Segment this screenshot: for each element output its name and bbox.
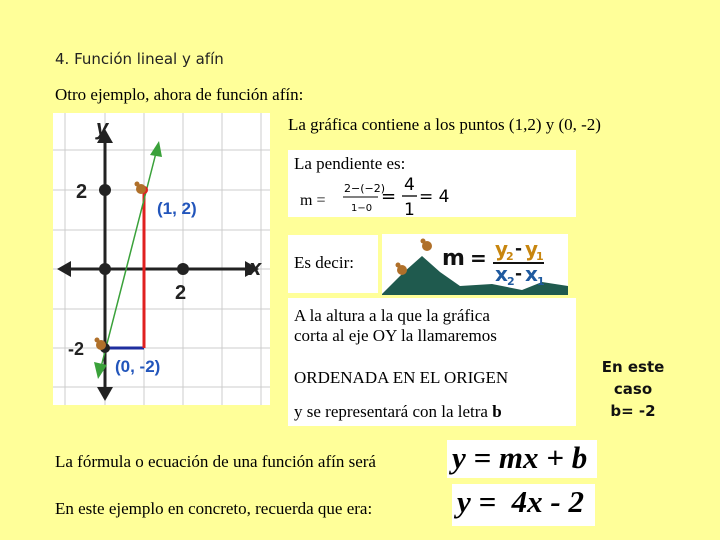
section-heading: 4. Función lineal y afín: [55, 50, 224, 68]
formula-x1: x: [525, 262, 538, 286]
slope-label: La pendiente es:: [294, 154, 406, 173]
general-equation-box: [447, 440, 597, 478]
slope-result: = 4: [419, 187, 450, 207]
slope-formula-image: [382, 234, 568, 295]
formula-minus-top: -: [515, 239, 523, 259]
formula-minus-bottom: -: [515, 264, 523, 284]
tick-label-y-2: 2: [76, 181, 88, 203]
this-case-note: [583, 356, 683, 422]
tick-label-y-neg2: -2: [68, 339, 85, 359]
function-graph: [53, 113, 270, 405]
formula-y1-sub: 1: [536, 250, 544, 263]
ordenada-text-lines: [294, 306, 497, 346]
tick-dot-x2: [177, 263, 189, 275]
ordenada-line-2: corta al eje OY la llamaremos: [294, 326, 497, 345]
y-axis-label: y: [96, 115, 109, 140]
intro-text: Otro ejemplo, ahora de función afín:: [55, 85, 304, 104]
example-text: En este ejemplo en concreto, recuerda que era:: [55, 499, 373, 518]
formula-y2-sub: 2: [506, 250, 514, 263]
graph-svg: [53, 113, 270, 405]
ordenada-letter-b: b: [492, 402, 502, 421]
formula-x2: x: [495, 262, 508, 286]
monkey-icon: [396, 263, 408, 276]
slope-frac-num: 4: [404, 175, 415, 195]
point-label-1-2: (1, 2): [157, 199, 197, 218]
x-axis-label: x: [249, 255, 262, 280]
monkey-icon: [421, 239, 433, 252]
slope-numerator: 2−(−2): [344, 182, 386, 195]
y-axis-bottom-arrow: [97, 387, 113, 401]
formula-text: La fórmula o ecuación de una función afín será: [55, 452, 376, 471]
slope-calc: [288, 150, 576, 217]
origin-dot: [99, 263, 111, 275]
slope-frac-den: 1: [404, 200, 415, 217]
es-decir-label: Es decir:: [294, 253, 354, 272]
ordenada-line-1: A la altura a la que la gráfica: [294, 306, 490, 325]
point-label-0-neg2: (0, -2): [115, 357, 161, 376]
es-decir-box: [288, 235, 378, 293]
slope-formula-svg: [382, 234, 568, 295]
points-note: La gráfica contiene a los puntos (1,2) y (0, -2): [288, 115, 601, 134]
example-equation-box: [452, 484, 595, 526]
general-equation: y = mx + b: [452, 440, 588, 475]
tick-dot-y2: [99, 184, 111, 196]
slope-denominator: 1−0: [351, 203, 373, 214]
line-top-arrow: [150, 141, 162, 157]
slope-eq-sign: =: [381, 186, 397, 207]
ordenada-line-4: [294, 402, 502, 422]
formula-x1-sub: 1: [537, 275, 545, 288]
slope-box: [288, 150, 576, 217]
this-case-line-1: En este caso: [601, 358, 665, 398]
formula-eq: =: [470, 246, 487, 270]
tick-label-x-2: 2: [175, 282, 187, 304]
function-line: [100, 149, 157, 371]
formula-y1: y: [525, 237, 539, 261]
slope-m-prefix: m =: [300, 192, 326, 209]
ordenada-box: [288, 298, 576, 426]
ordenada-line-4-prefix: y se representará con la letra: [294, 402, 493, 421]
ordenada-line-3: ORDENADA EN EL ORIGEN: [294, 368, 509, 387]
x-axis-left-arrow: [57, 261, 71, 277]
this-case-line-2: b= -2: [610, 402, 656, 420]
formula-m: m: [442, 246, 465, 271]
example-equation: y = 4x - 2: [457, 484, 584, 519]
formula-x2-sub: 2: [507, 275, 515, 288]
formula-y2: y: [495, 237, 509, 261]
